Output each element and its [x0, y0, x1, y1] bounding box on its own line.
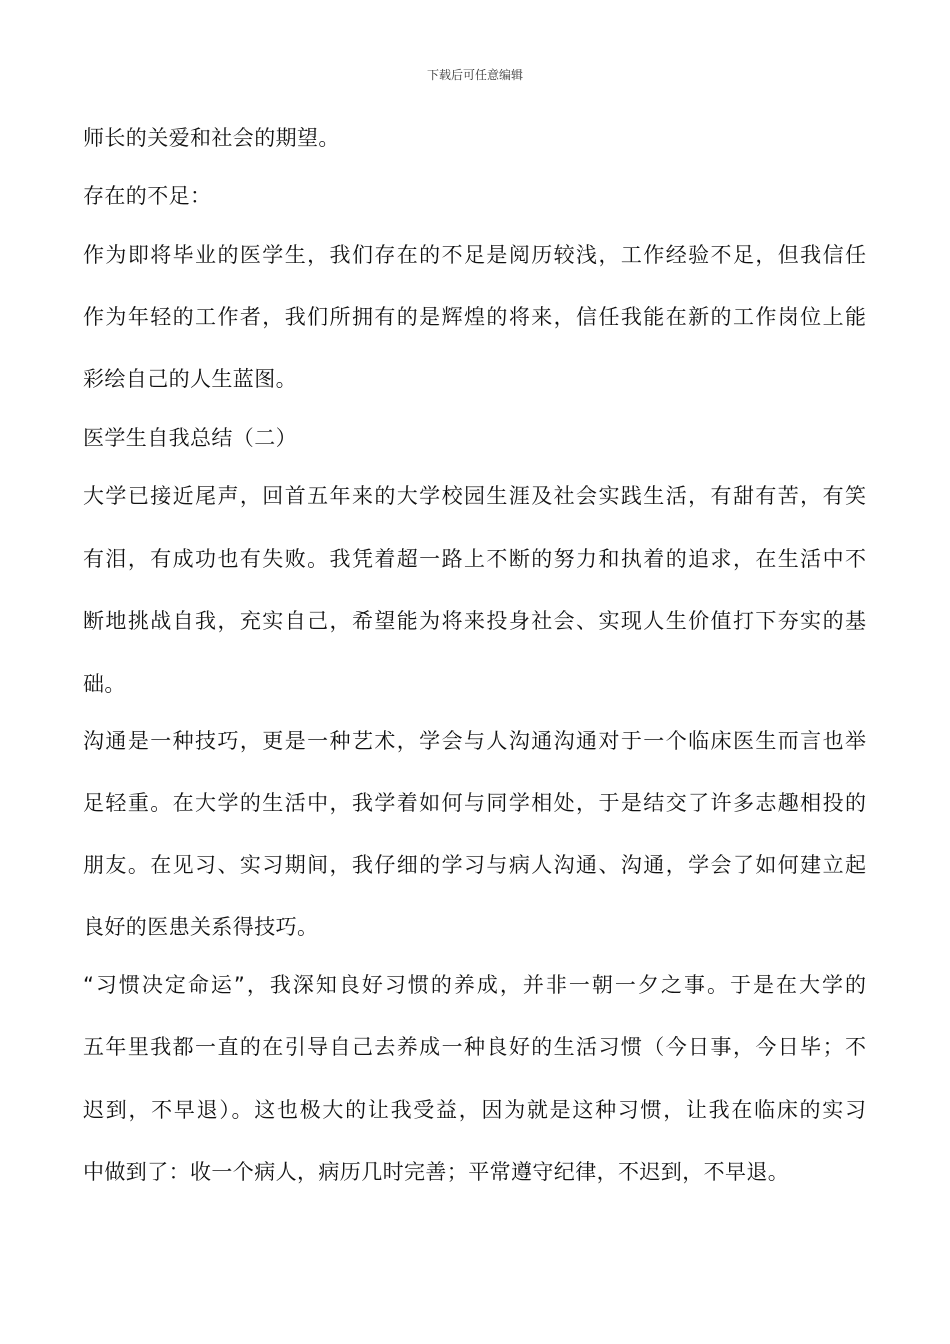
- text-line: “习惯决定命运”，我深知良好习惯的养成，并非一朝一夕之事。于是在大学的: [83, 973, 866, 997]
- text-line: 大学已接近尾声，回首五年来的大学校园生涯及社会实践生活，有甜有苦，有笑: [83, 484, 866, 508]
- text-line: 存在的不足：: [83, 184, 212, 208]
- page-header: 下载后可任意编辑: [426, 68, 523, 82]
- text-line: 五年里我都一直的在引导自己去养成一种良好的生活习惯（今日事，今日毕；不: [83, 1035, 866, 1059]
- text-line: 有泪，有成功也有失败。我凭着超一路上不断的努力和执着的追求，在生活中不: [83, 547, 866, 571]
- text-line: 断地挑战自我，充实自己，希望能为将来投身社会、实现人生价值打下夯实的基: [83, 609, 866, 633]
- text-line: 彩绘自己的人生蓝图。: [83, 367, 297, 391]
- text-line: 础。: [83, 672, 126, 696]
- text-line: 足轻重。在大学的生活中，我学着如何与同学相处，于是结交了许多志趣相投的: [83, 791, 866, 815]
- text-line: 迟到，不早退）。这也极大的让我受益，因为就是这种习惯，让我在临床的实习: [83, 1098, 866, 1122]
- text-line: 良好的医患关系得技巧。: [83, 915, 319, 939]
- text-line: 沟通是一种技巧，更是一种艺术，学会与人沟通沟通对于一个临床医生而言也举: [83, 729, 866, 753]
- text-line: 中做到了：收一个病人，病历几时完善；平常遵守纪律，不迟到，不早退。: [83, 1160, 790, 1184]
- section-heading: 医学生自我总结（二）: [83, 426, 297, 450]
- text-line: 朋友。在见习、实习期间，我仔细的学习与病人沟通、沟通，学会了如何建立起: [83, 853, 866, 877]
- text-line: 作为年轻的工作者，我们所拥有的是辉煌的将来，信任我能在新的工作岗位上能: [83, 305, 866, 329]
- text-line: 作为即将毕业的医学生，我们存在的不足是阅历较浅，工作经验不足，但我信任: [83, 243, 866, 267]
- text-line: 师长的关爱和社会的期望。: [83, 126, 340, 150]
